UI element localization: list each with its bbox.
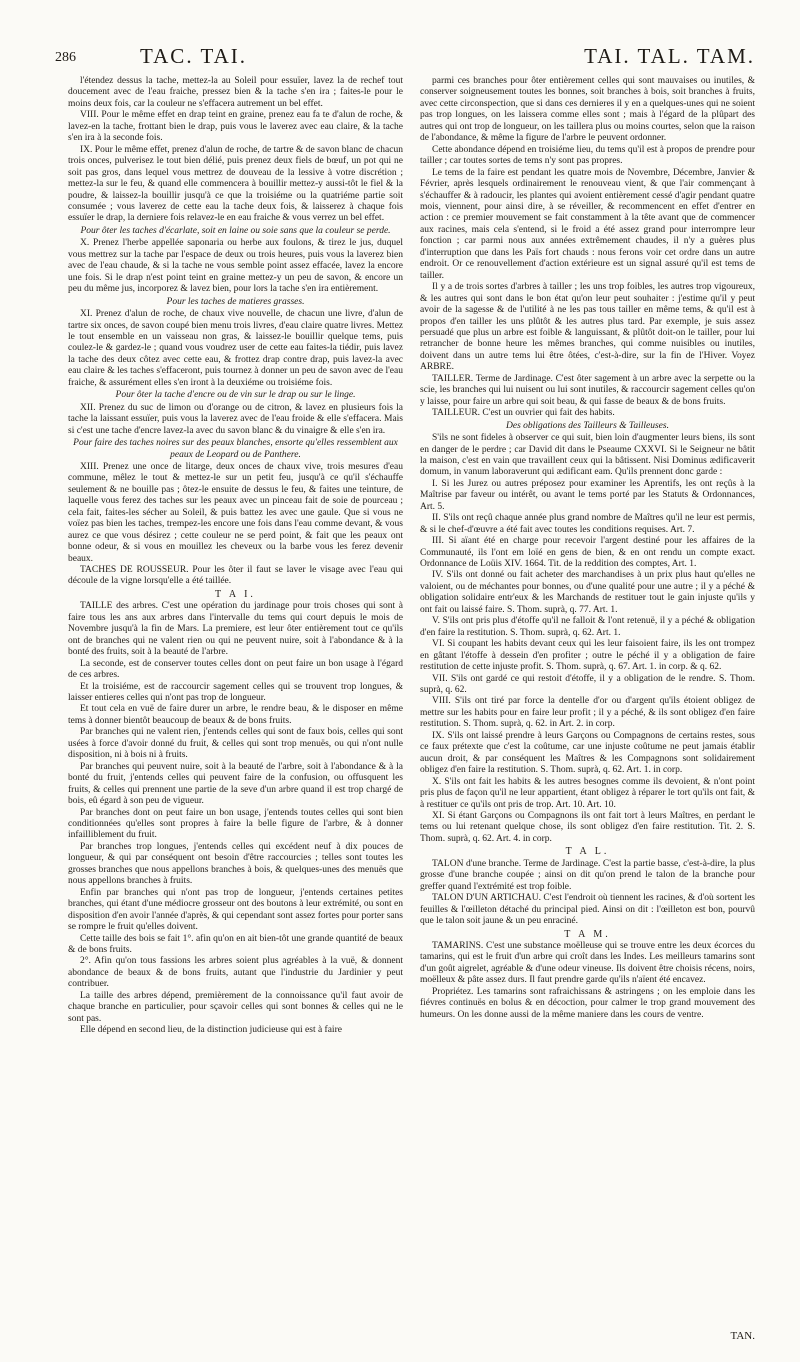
paragraph: I. Si les Jurez ou autres préposez pour examiner les Aprentifs, les ont reçûs à la Maîtrise par faveur ou intérêt, ou avant le tems porté par les Statuts & Ordonnances, Art. 5. — [420, 478, 755, 512]
paragraph: S'ils ne sont fideles à observer ce qui suit, bien loin d'augmenter leurs biens, ils sont en danger de le perdre ; car David dit dans le Pseaume CXXVI. Si le Seigneur ne bâtit la maison, c'est en vain que travaillent ceux qui la bâtissent. Nisi Dominus ædificaverit domum, in vanum laboraverunt qui ædificant eam. Qu'ils prennent donc garde : — [420, 433, 755, 478]
paragraph: TAILLE des arbres. C'est une opération du jardinage pour trois choses qui sont à faire tous les ans aux arbres dans l'intervalle du tems qui court depuis le mois de Novembre jusqu'à la fin de Mars. La premiere, est leur ôter entièrement tout ce qu'ils ont de branches qui ne valent rien ou qui ne peuvent nuire, soit à l'abondance & à la bonté des fruits, soit à la beauté de l'arbre. — [68, 601, 403, 658]
paragraph: VI. Si coupant les habits devant ceux qui les leur faisoient faire, ils les ont trompez en gâtant l'étoffe à dessein d'en profiter ; outre le péché il y a obligation de faire restitution de cette injuste profit. S. Thom. suprà, q. 67. Art. 1. in corp. & q. 62. — [420, 639, 755, 673]
subheading: Pour ôter les taches d'écarlate, soit en laine ou soie sans que la couleur se perde. — [80, 225, 391, 236]
paragraph: Il y a de trois sortes d'arbres à tailler ; les uns trop foibles, les autres trop vigoureux, & les autres qui sont dans le bon état qu'on leur peut souhaiter : j'estime qu'il y peut avoir de la sagesse & de l'utilité à ne les pas tous tailler en même tems, & qu'il est à propos d'en tailler les uns plûtôt & les autres plus tard. Par exemple, je suis assez persuadé que plus un arbre est foible & languissant, & plûtôt doit-on le tailler, pour lui retrancher de bonne heure les mêmes branches, qui comme nuisibles ou inutiles, doivent dans un autre tems lui être ôtées, c'est-à-dire, sur la fin de l'Hiver. Voyez ARBRE. — [420, 282, 755, 373]
subheading: Pour faire des taches noires sur des peaux blanches, ensorte qu'elles ressemblent aux peaux de Leopard ou de Panthere. — [73, 438, 398, 460]
paragraph: TALON d'une branche. Terme de Jardinage. C'est la partie basse, c'est-à-dire, la plus grosse d'une branche coupée ; ainsi on dit qu'on prend le talon de la branche pour greffer quand l'extrémité est trop foible. — [420, 858, 755, 892]
paragraph: l'étendez dessus la tache, mettez-la au Soleil pour essuïer, lavez la de rechef tout doucement avec de l'eau fraiche, pressez bien & la tache s'en ira ; faites-le pour le moins deux fois, car la couleur ne s'effacera autrement un bel effet. — [68, 76, 403, 109]
paragraph: Cette taille des bois se fait 1°. afin qu'on en ait bien-tôt une grande quantité de beaux & de bons fruits. — [68, 933, 403, 955]
page-header — [55, 44, 755, 74]
paragraph: Le tems de la faire est pendant les quatre mois de Novembre, Décembre, Janvier & Février, après lesquels ordinairement le renouveau vient, & que l'air commençant à s'échauffer & à radoucir, les plantes qui avoient entièrement cessé d'agir pendant quatre mois, viennent, pour ainsi dire, à se réveiller, & recommencent en effet d'entrer en action : ce premier mouvement se fait constamment à la tête avant que de commencer aux racines, mais cela s'entend, si le froid a été assez grand pour interrompre leur fonction ; car parmi nous aux années extrêmement chaudes, il n'y a guères plus d'interruption que dans les Païs fort chauds : nous ferons voir cet ordre dans un autre endroit. Or ce renouvellement d'action extérieure est un signal assuré qu'il est tems de tailler. — [420, 167, 755, 281]
paragraph: Enfin par branches qui n'ont pas trop de longueur, j'entends certaines petites branches, qui étant d'une médiocre grosseur ont des boutons à leur extrémité, ou sont en disposition d'en avoir l'année d'après, & qui cependant sont assez fortes pour porter sans se rompre le fruit qu'elles doivent. — [68, 887, 403, 933]
paragraph: TAILLEUR. C'est un ouvrier qui fait des habits. — [432, 408, 615, 419]
paragraph: Par branches dont on peut faire un bon usage, j'entends toutes celles qui sont bien conditionnées qu'elles sont propres à faire la belle figure de l'arbre, & à donner infailliblement du fruit. — [68, 807, 403, 841]
paragraph: TACHES DE ROUSSEUR. Pour les ôter il faut se laver le visage avec l'eau qui découle de la vigne lorsqu'elle a été taillée. — [68, 565, 403, 587]
running-head-left: TAC. TAI. — [140, 44, 247, 68]
paragraph: Par branches qui peuvent nuire, soit à la beauté de l'arbre, soit à l'abondance & à la bonté du fruit, j'entends celles qui peuvent faire de la confusion, ou offusquent les fruits, & celles qui prennent une partie de la seve d'un arbre quand il est trop chargé de bois, eû égard à son peu de vigueur. — [68, 761, 403, 807]
paragraph: Propriétez. Les tamarins sont rafraichissans & astringens ; on les emploie dans les fiévres continuës en bolus & en décoction, pour calmer le trop grand mouvement des humeurs. On les donne aussi de la même maniere dans les cours de ventre. — [420, 986, 755, 1020]
paragraph: Par branches trop longues, j'entends celles qui excédent neuf à dix pouces de longueur, & qui par conséquent ont besoin d'être raccourcies ; telles sont toutes les grosses branches que nous appellons branches à bois, & quelques-unes des menuës que nous appellons branches à fruits. — [68, 841, 403, 887]
paragraph: III. Si aïant été en charge pour recevoir l'argent destiné pour les affaires de la Communauté, ils l'ont em loïé en gens de bien, & en ont rendu un compte exact. Ordonnance de Loüis XIV. 1664. Tit. de la reddition des comptes, Art. 1. — [420, 536, 755, 570]
paragraph: IV. S'ils ont donné ou fait acheter des marchandises à un prix plus haut qu'elles ne valoient, ou de méchantes pour bonnes, ou d'une qualité pour une autre ; il y a péché & obligation solidaire entr'eux & les Marchands de restituer tout le gain injuste qu'ils y ont fait ou laissé faire. S. Thom. suprà, q. 77. Art. 1. — [420, 570, 755, 615]
paragraph: TAMARINS. C'est une substance moëlleuse qui se trouve entre les deux écorces du tamarins, qui est le fruit d'un arbre qui croît dans les Indes. Les meilleurs tamarins sont d'un goût aigrelet, agréable & d'une odeur vineuse. Ils doivent être choisis récens, noirs, moëlleux & pâte assez durs. Il faut prendre garde qu'ils n'aïent été encavez. — [420, 940, 755, 986]
paragraph: Et la troisiéme, est de raccourcir sagement celles qui se trouvent trop longues, & laisser entieres celles qui n'ont pas trop de longueur. — [68, 681, 403, 704]
paragraph: IX. S'ils ont laissé prendre à leurs Garçons ou Compagnons de certains restes, sous ce faux prétexte que c'est la coûtume, car une injuste coûtume ne peut jamais établir aucun droit, & par conséquent les Maîtres & les Compagnons sont solidairement obligez d'en faire la restitution. S. Thom. suprà, q. 62. Art. 1. in corp. — [420, 730, 755, 776]
right-column — [420, 76, 755, 1326]
paragraph: IX. Pour le même effet, prenez d'alun de roche, de tartre & de savon blanc de chacun trois onces, pulverisez le tout bien délié, puis prenez deux fiels de bœuf, un pot qui ne soit pas gros, dans lequel vous mettrez de douveau de la lessive à votre discrétion ; mettez-la sur le feu, & quand elle commencera à bouillir mettez-y aussi-tôt le fiel & la poudre, & laissez-la bouillir jusqu'à ce que la troisiéme ou la quatriéme partie soit consumée ; vous laverez de cette eau la tache deux fois, & laisserez à chaque fois essuïer le drap, la derniere fois relavez-le en eau fraiche & vous verrez un bel effet. — [68, 144, 403, 224]
paragraph: 2°. Afin qu'on tous fassions les arbres soient plus agréables à la vuë, & donnent abondance de beaux & de bons fruits, autant que l'industrie du Jardinier y peut contribuer. — [68, 956, 403, 990]
paragraph: XIII. Prenez une once de litarge, deux onces de chaux vive, trois mesures d'eau commune, mêlez le tout & mettez-le sur un petit feu, jusqu'à ce qu'il s'échauffe seulement & ne bouille pas ; ôtez-le ensuite de dessus le feu, & faites une teinture, de laquelle vous ferez des taches sur les peaux avec un pinceau fait de soie de pourceau ; cela fait, faites-les sécher au Soleil, & puis battez les avec une gaule. Que si vous ne voïez pas bien les taches, trempez-les encore une fois dans l'eau comme devant, & vous aurez ce que vous désirez ; cette couleur ne se perd point, & fait que les peaux ont bonne odeur, & si vous en mouillez les cheveux ou la barbe vous les ferez devenir beaux. — [68, 461, 403, 564]
left-column — [68, 76, 403, 1326]
paragraph: La taille des arbres dépend, premièrement de la connoissance qu'il faut avoir de chaque branche en particulier, pour sçavoir celles qui sont bonnes & celles qui ne le sont pas. — [68, 990, 403, 1024]
section-heading: T A I. — [215, 588, 256, 600]
subheading: Pour ôter la tache d'encre ou de vin sur le drap ou sur le linge. — [115, 390, 356, 401]
paragraph: Elle dépend en second lieu, de la distinction judicieuse qui est à faire — [80, 1025, 342, 1036]
paragraph: V. S'ils ont pris plus d'étoffe qu'il ne falloit & l'ont retenuë, il y a péché & obligation d'en faire la restitution. S. Thom. suprà, q. 62. Art. 1. — [420, 616, 755, 638]
paragraph: TALON D'UN ARTICHAU. C'est l'endroit où tiennent les racines, & d'où sortent les feuilles & l'œilleton détaché du principal pied. Ainsi on dit : l'œilleton est bon, pourvû que le talon soit jaune & un peu enraciné. — [420, 893, 755, 927]
section-heading: T A L. — [565, 846, 610, 858]
page-number: 286 — [55, 50, 76, 65]
subheading: Des obligations des Tailleurs & Tailleuses. — [506, 420, 669, 431]
paragraph: Par branches qui ne valent rien, j'entends celles qui sont de faux bois, celles qui sont usées à force d'avoir donné du fruit, & celles qui sont trop menuës, ou qui n'ont nulle disposition, ni à bois ni à fruits. — [68, 727, 403, 761]
paragraph: XII. Prenez du suc de limon ou d'orange ou de citron, & lavez en plusieurs fois la tache la laissant essuïer, puis vous la laverez avec de l'eau froide & elle s'effacera. Mais si c'est une tache d'encre lavez-la avec du savon blanc & du vinaigre & elle s'en ira. — [68, 402, 403, 436]
catchword: TAN. — [730, 1330, 755, 1342]
running-head-right: TAI. TAL. TAM. — [584, 44, 755, 68]
section-heading: T A M. — [564, 928, 611, 940]
paragraph: Cette abondance dépend en troisiéme lieu, du tems qu'il est à propos de prendre pour tailler ; car toutes sortes de tems n'y sont pas propres. — [420, 144, 755, 167]
paragraph: X. Prenez l'herbe appellée saponaria ou herbe aux foulons, & tirez le jus, duquel vous mettrez sur la tache par l'espace de deux ou trois heures, puis vous la laverez bien avec de l'eau chaude, & si la tache ne vous semble point assez effacée, lavez la encore une fois. Si le drap n'est point teint en graine mettez-y un peu de savon, & encore un peu du même jus, incorporez & lavez bien, pour lors la tache s'en ira entièrement. — [68, 238, 403, 295]
paragraph: XI. Prenez d'alun de roche, de chaux vive nouvelle, de chacun une livre, d'alun de tartre six onces, de savon coupé bien menu trois livres, d'eau claire quatre livres. Mettez le tout ensemble en un vaisseau non gras, & laissez-le bouillir quelque tems, puis coulez-le & gardez-le ; quand vous voudrez user de cette eau faites-la tiédir, puis lavez la tache des deux côtez avec cette eau, & frottez drap contre drap, puis lavez-la avec eau claire & les taches s'effaceront, puis tournez à donner un peu de savon avec de l'eau fraiche, & assurément elles s'en iront à la deuxiéme ou troisiéme fois. — [68, 309, 403, 388]
paragraph: parmi ces branches pour ôter entièrement celles qui sont mauvaises ou inutiles, & conserver soigneusement toutes les bonnes, soit branches à bois, soit branches à fruits, avec cette circonspection, que si dans ces dernieres il y en a quelques-unes qui ne soient pas trop longues, on les laissera comme elles sont ; mais à l'égard de la plûpart des autres qui ont trop de longueur, on les taillera plus ou moins courtes, selon que la raison de l'abondance, & même la figure de l'arbre le peuvent ordonner. — [420, 76, 755, 144]
paragraph: XI. Si étant Garçons ou Compagnons ils ont fait tort à leurs Maîtres, en perdant le tems ou lui retenant quelque chose, ils sont obligez d'en faire restitution. Tit. 2. S. Thom. suprà, q. 62. Art. 4. in corp. — [420, 811, 755, 844]
subheading: Pour les taches de matieres grasses. — [166, 296, 305, 307]
paragraph: II. S'ils ont reçû chaque année plus grand nombre de Maîtres qu'il ne leur est permis, & si le chef-d'œuvre a été fait avec toutes les conditions requises. Art. 7. — [420, 513, 755, 535]
paragraph: VII. S'ils ont gardé ce qui restoit d'étoffe, il y a obligation de le rendre. S. Thom. suprà, q. 62. — [420, 673, 755, 696]
paragraph: Et tout cela en vuë de faire durer un arbre, le rendre beau, & le disposer en même tems à donner bientôt beaucoup de beaux & de bons fruits. — [68, 704, 403, 726]
paragraph: TAILLER. Terme de Jardinage. C'est ôter sagement à un arbre avec la serpette ou la scie, les branches qui lui nuisent ou lui sont inutiles, & raccourcir sagement celles qu'on y laisse, pour faire un arbre qui soit beau, & qui fasse de beaux & de bons fruits. — [420, 373, 755, 407]
paragraph: VIII. S'ils ont tiré par force la dentelle d'or ou d'argent qu'ils étoient obligez de mettre sur les habits pour en faire leur profit ; il y a péché, & ils sont obligez d'en faire restitution. S. Thom. suprà, q. 62. in Art. 2. in corp. — [420, 696, 755, 730]
paragraph: X. S'ils ont fait les habits & les autres besognes comme ils devoient, & n'ont point pris plus de façon qu'il ne leur appartient, étant obligez à réparer le tort qu'ils ont fait, & à restituer ce qu'ils ont pris de trop. Art. 10. Art. 10. — [420, 776, 755, 810]
paragraph: La seconde, est de conserver toutes celles dont on peut faire un bon usage à l'égard de ces arbres. — [68, 658, 403, 681]
paragraph: VIII. Pour le même effet en drap teint en graine, prenez eau fa te d'alun de roche, & lavez-en la tache, frottant bien le drap, puis vous le laverez avec eau claire, & la tache s'en ira à la seconde fois. — [68, 110, 403, 144]
